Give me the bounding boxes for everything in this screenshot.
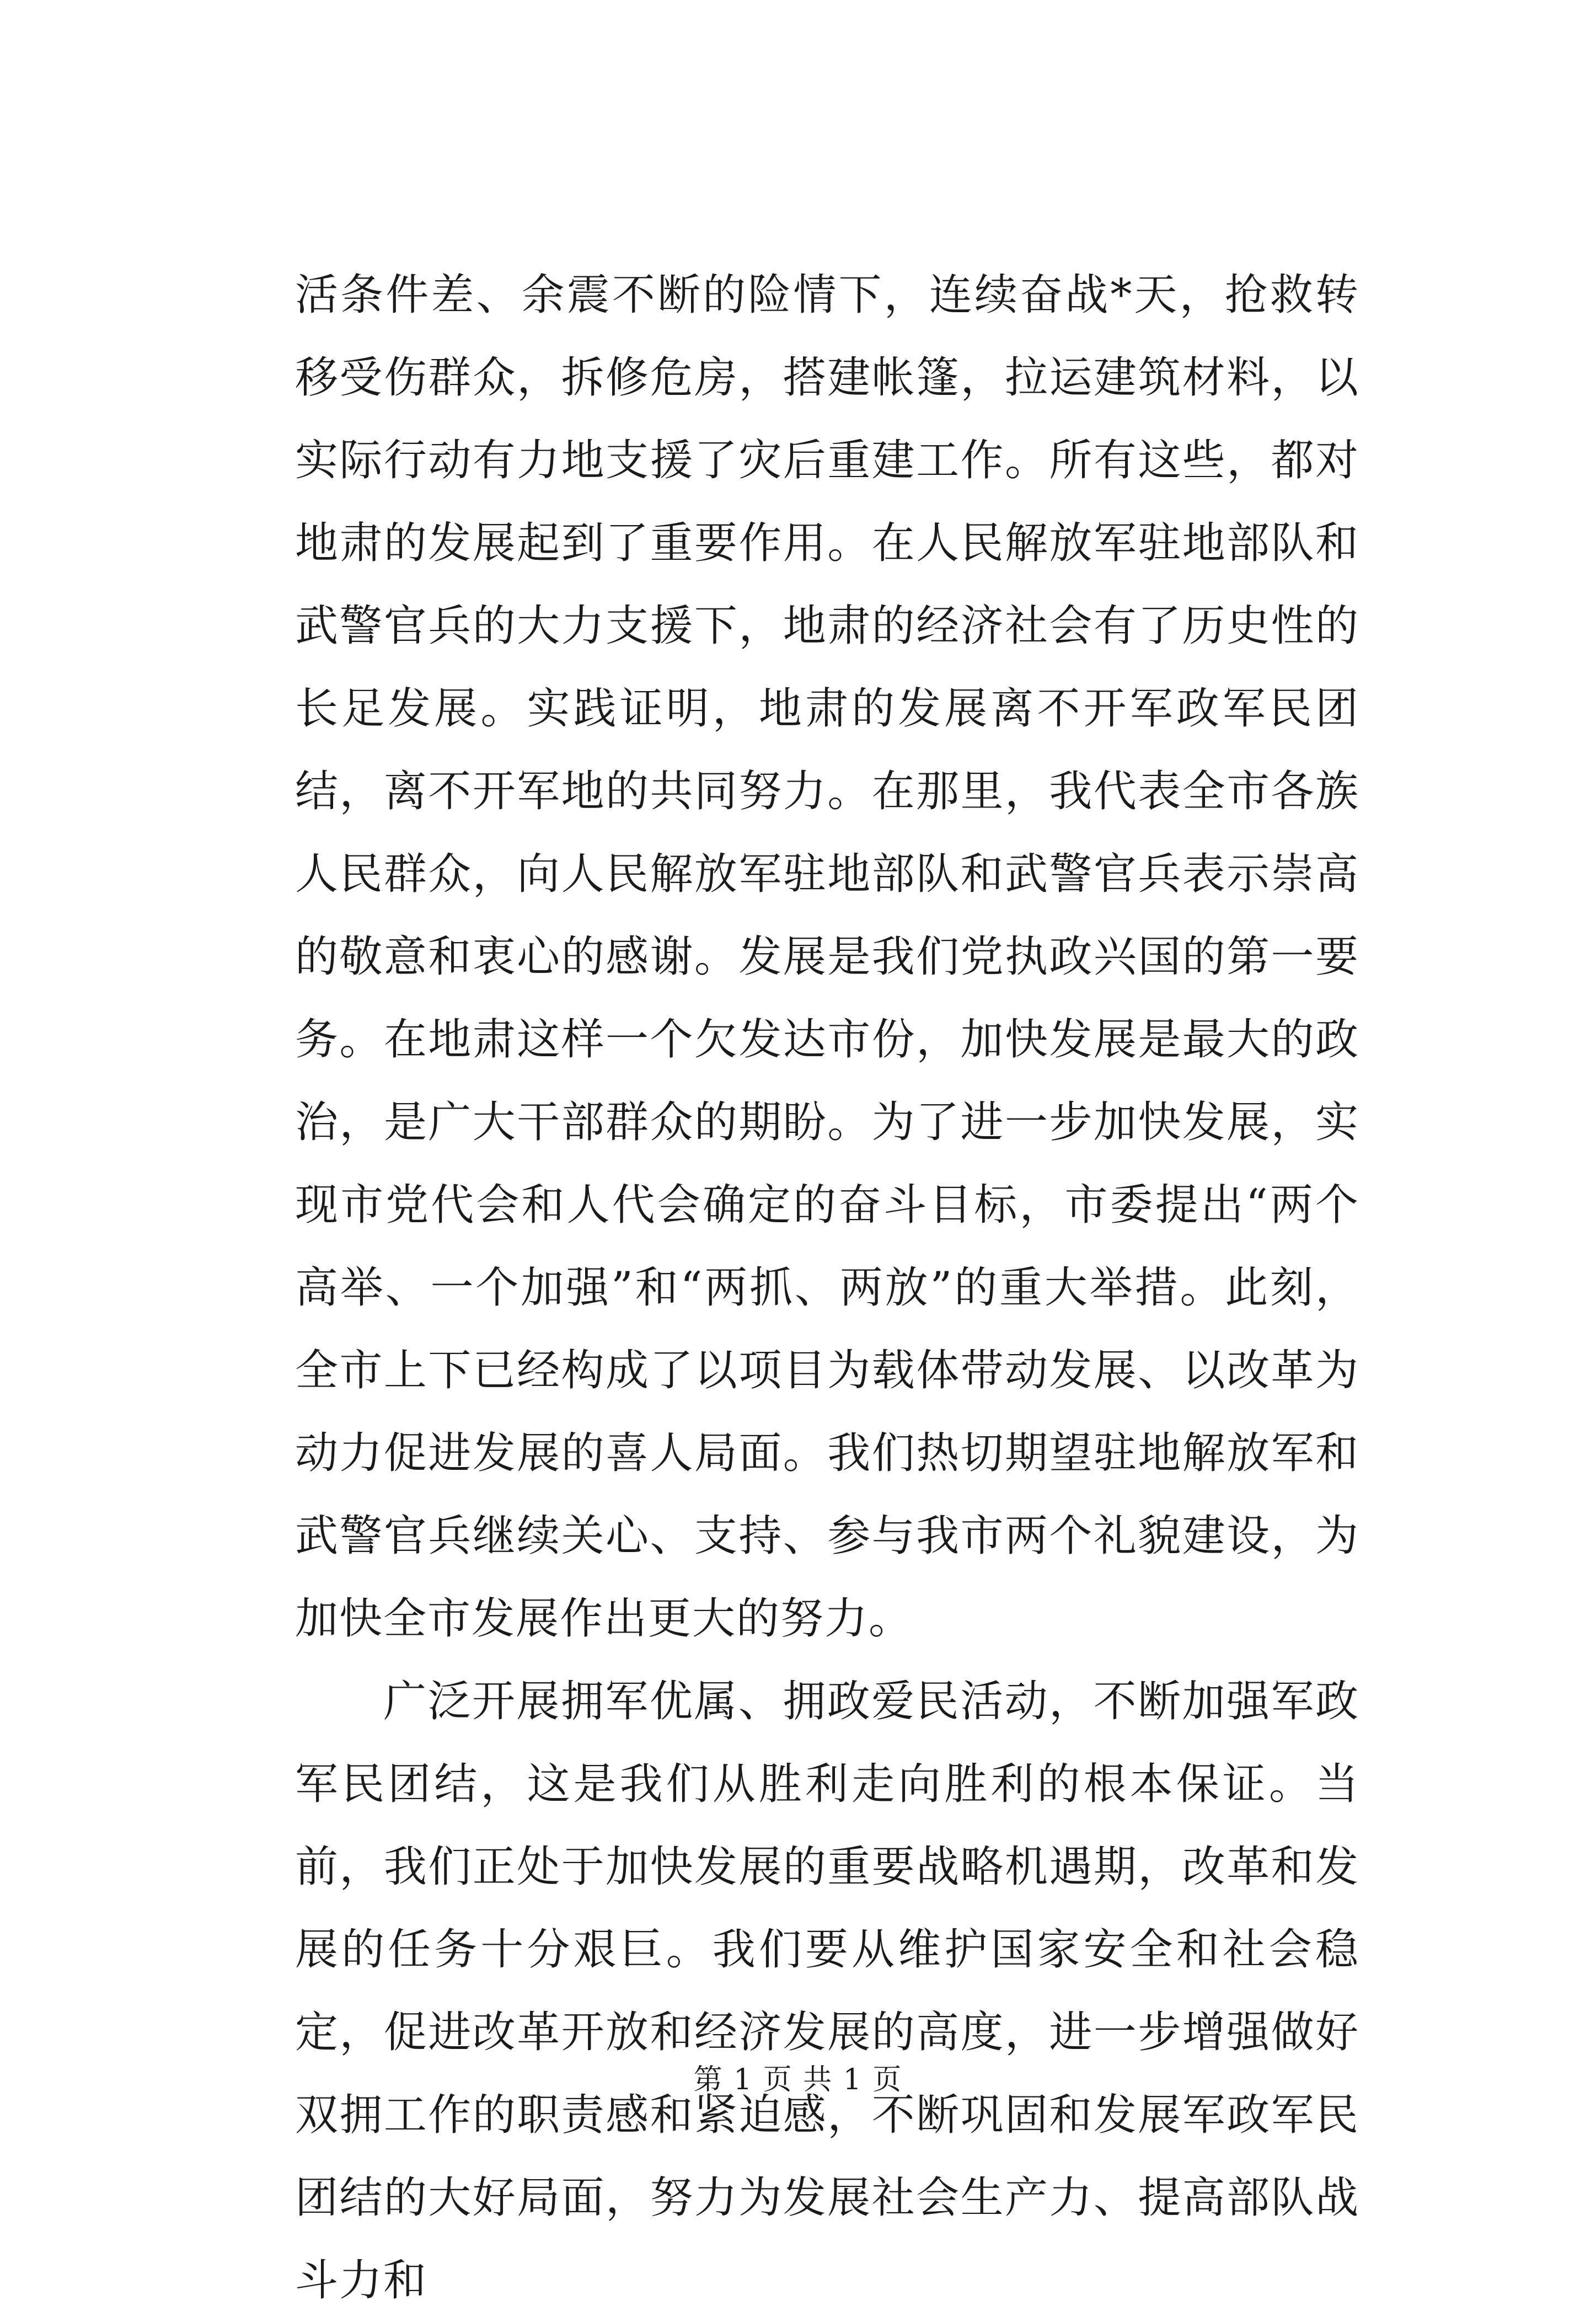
paragraph-2: 广泛开展拥军优属、拥政爱民活动，不断加强军政军民团结，这是我们从胜利走向胜利的根本保证。当前，我们正处于加快发展的重要战略机遇期，改革和发展的任务十分艰巨。我们要从维护国家安全和社会稳定，促进改革开放和经济发展的高度，进一步增强做好双拥工作的职责感和紧迫感，不断巩固和发展军政军民团结的大好局面，努力为发展社会生产力、提高部队战斗力和 (295, 1677, 1359, 2305)
paragraph-1: 活条件差、余震不断的险情下，连续奋战*天，抢救转移受伤群众，拆修危房，搭建帐篷，拉运建筑材料，以实际行动有力地支援了灾后重建工作。所有这些，都对地肃的发展起到了重要作用。在人民解放军驻地部队和武警官兵的大力支援下，地肃的经济社会有了历史性的长足发展。实践证明，地肃的发展离不开军政军民团结，离不开军地的共同努力。在那里，我代表全市各族人民群众，向人民解放军驻地部队和武警官兵表示崇高的敬意和衷心的感谢。发展是我们党执政兴国的第一要务。在地肃这样一个欠发达市份，加快发展是最大的政治，是广大干部群众的期盼。为了进一步加快发展，实现市党代会和人代会确定的奋斗目标，市委提出“两个高举、一个加强”和“两抓、两放”的重大举措。此刻，全市上下已经构成了以项目为载体带动发展、以改革为动力促进发展的喜人局面。我们热切期望驻地解放军和武警官兵继续关心、支持、参与我市两个礼貌建设，为加快全市发展作出更大的努力。 (295, 270, 1359, 1644)
document-body (295, 254, 1359, 2322)
page-footer: 第 1 页 共 1 页 (693, 2063, 903, 2096)
